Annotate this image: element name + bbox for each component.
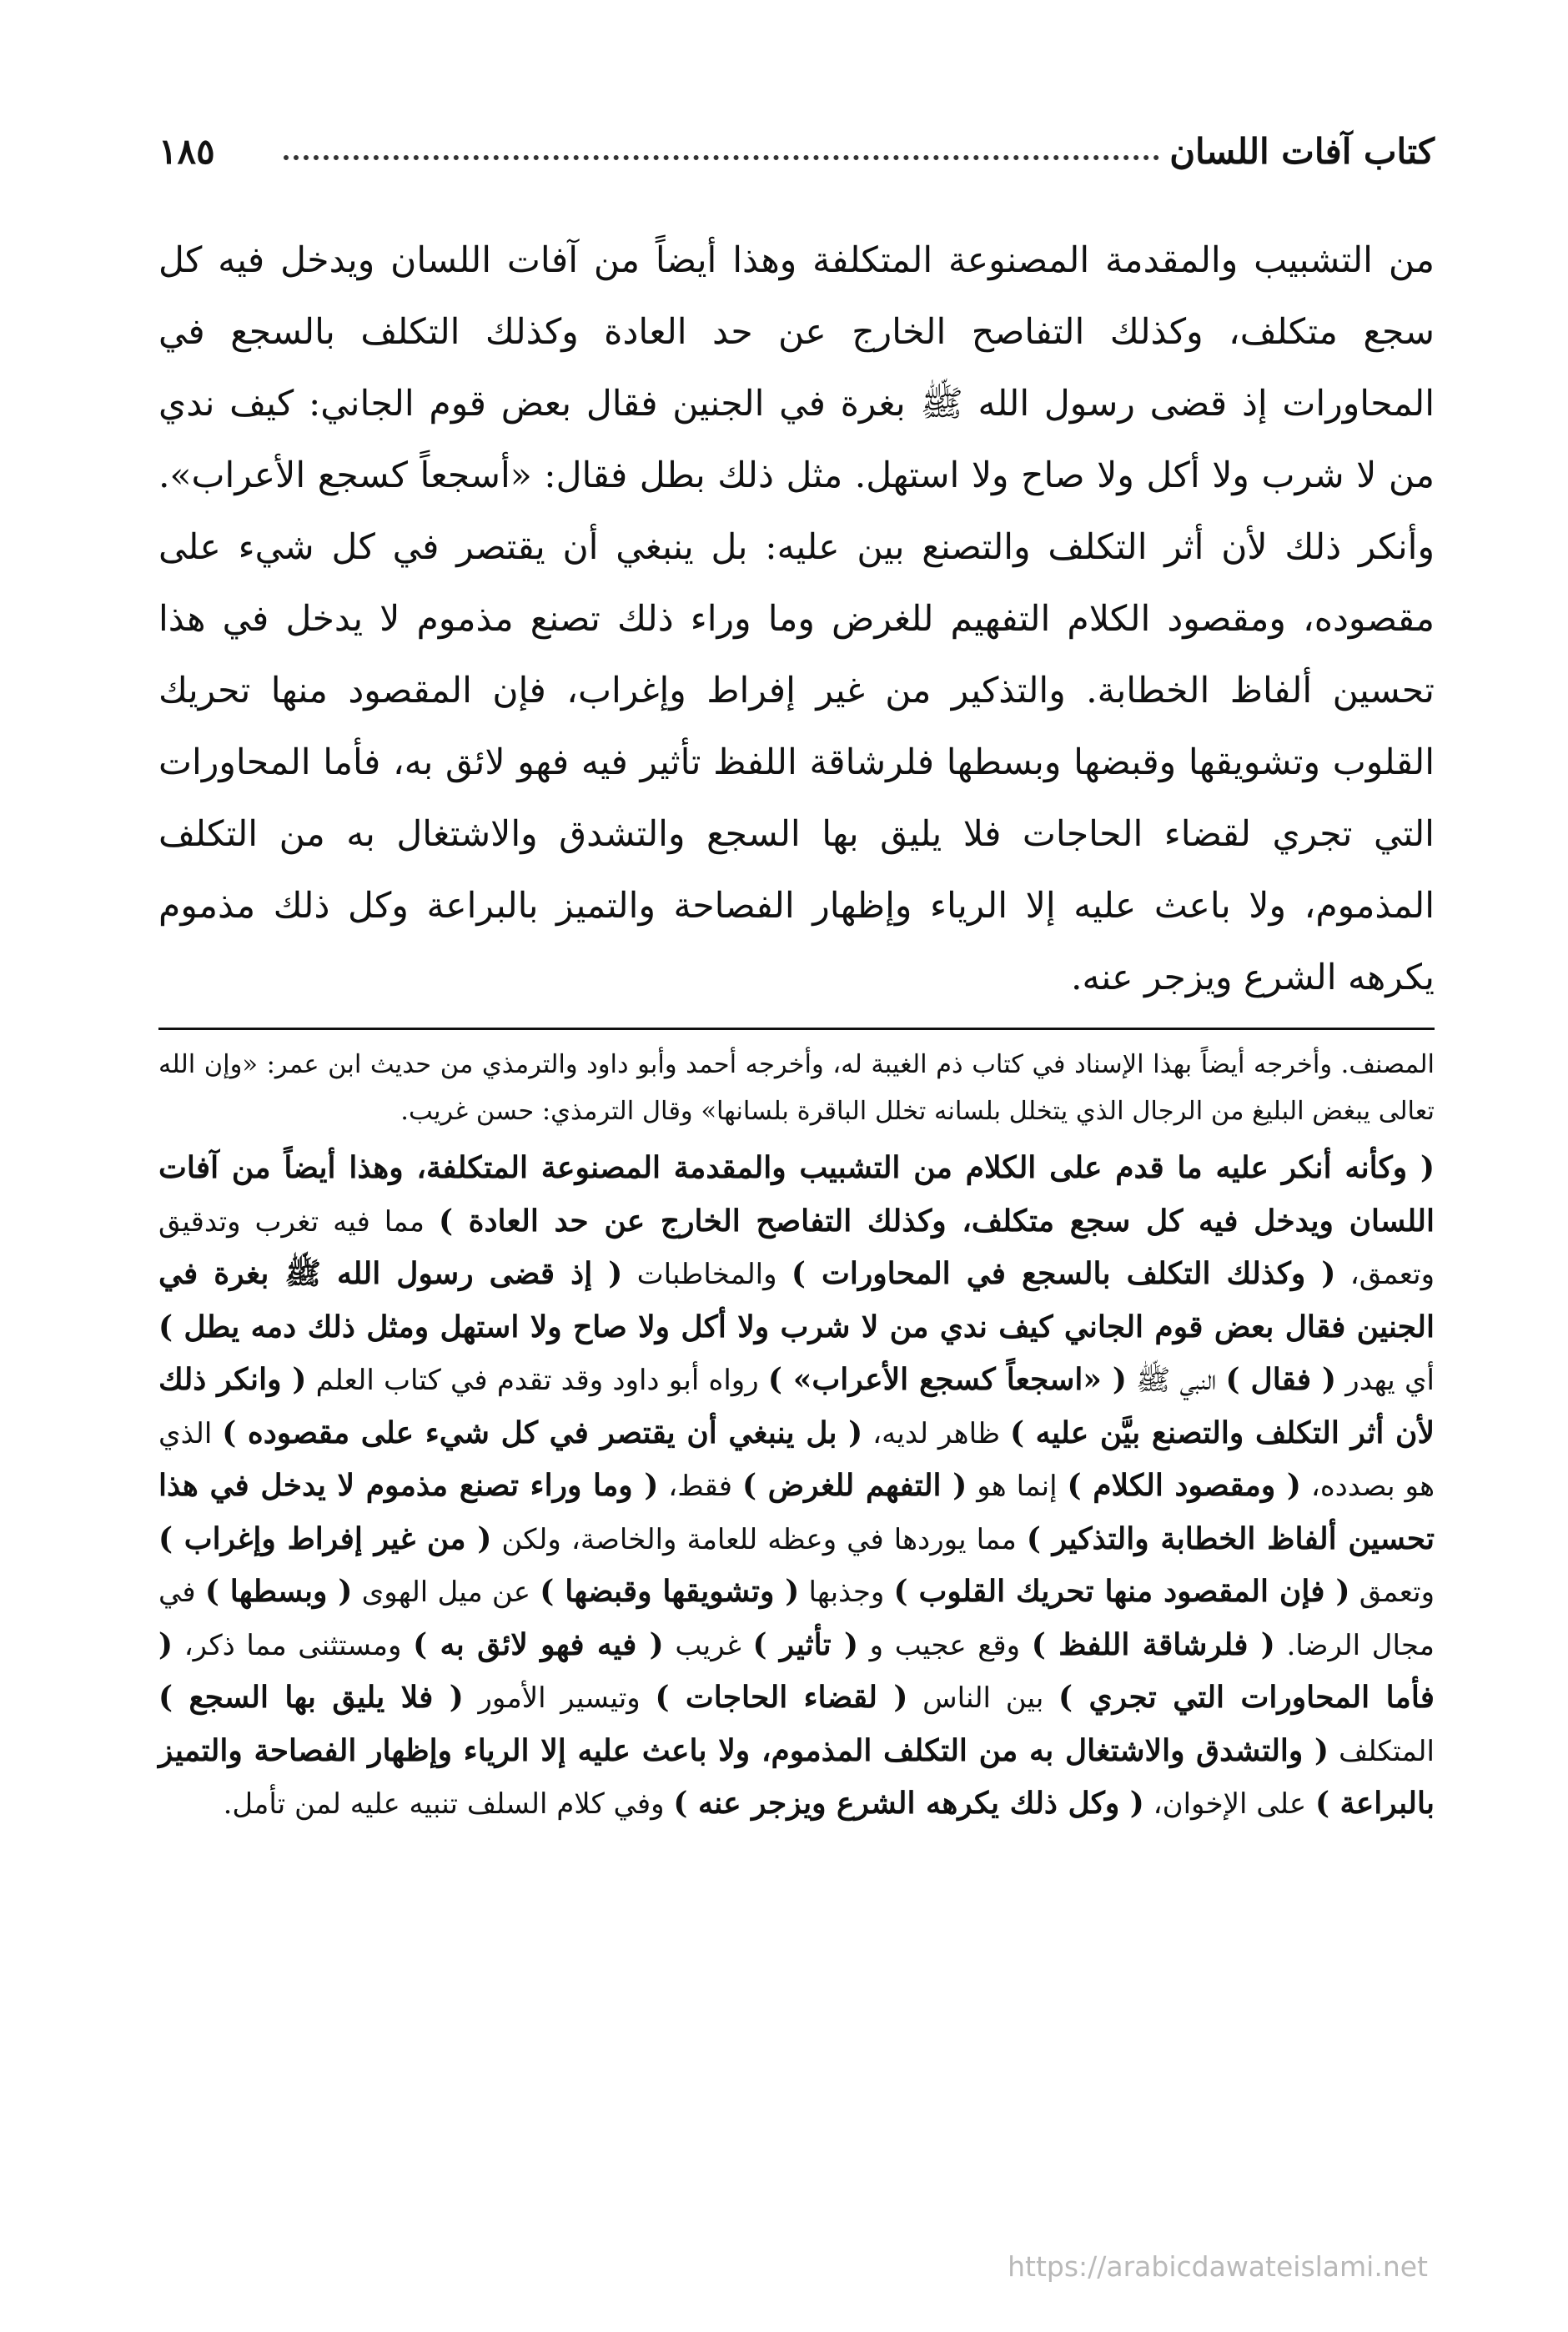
quoted-text-segment: ( وما وراء تصنع مذموم لا يدخل في هذا تحسين ألفاظ الخطابة والتذكير ) bbox=[158, 1468, 1435, 1556]
watermark-url: https://arabicdawateislami.net bbox=[1008, 2250, 1428, 2283]
explanation-segment: غريب bbox=[663, 1628, 753, 1662]
main-paragraph: من التشبيب والمقدمة المصنوعة المتكلفة وهذا أيضاً من آفات اللسان ويدخل فيه كل سجع متكلف، وكذلك التفاصح الخارج عن حد العادة وكذلك التكلف بالسجع في المحاورات إذ قضى رسول الله ﷺ بغرة في الجنين فقال بعض قوم الجاني: كيف ندي من لا شرب ولا أكل ولا صاح ولا استهل. مثل ذلك بطل فقال: «أسجعاً كسجع الأعراب». وأنكر ذلك لأن أثر التكلف والتصنع بين عليه: بل ينبغي أن يقتصر في كل شيء على مقصوده، ومقصود الكلام التفهيم للغرض وما وراء ذلك تصنع مذموم لا يدخل في هذا تحسين ألفاظ الخطابة. والتذكير من غير إفراط وإغراب، فإن المقصود منها تحريك القلوب وتشويقها وقبضها وبسطها فلرشاقة اللفظ تأثير فيه فهو لائق به، فأما المحاورات التي تجري لقضاء الحاجات فلا يليق بها السجع والتشدق والاشتغال به من التكلف المذموم، ولا باعث عليه إلا الرياء وإظهار الفصاحة والتميز بالبراعة وكل ذلك مذموم يكرهه الشرع ويزجر عنه. bbox=[158, 240, 1435, 998]
explanation-segment: وتعمق bbox=[1349, 1576, 1435, 1609]
quoted-text-segment: ( إذ قضى رسول الله ﷺ بغرة في الجنين فقال بعض قوم الجاني كيف ندي من لا شرب ولا أكل ولا صاح ولا استهل ومثل ذلك دمه يطل ) bbox=[158, 1256, 1435, 1344]
main-text bbox=[158, 225, 1435, 1014]
quoted-text-segment: ( بل ينبغي أن يقتصر في كل شيء على مقصوده ) bbox=[222, 1415, 863, 1450]
footnote bbox=[158, 1042, 1435, 1135]
page-number: ١٨٥ bbox=[158, 131, 215, 172]
explanation-segment: ومستثنى مما ذكر، bbox=[173, 1628, 414, 1662]
quoted-text-segment: ( وبسطها ) bbox=[204, 1574, 353, 1609]
explanation-segment: على الإخوان، bbox=[1143, 1787, 1315, 1821]
quoted-text-segment: ( وكأنه أنكر عليه ما قدم على الكلام من التشبيب والمقدمة المصنوعة المتكلفة، وهذا أيضاً من آفات اللسان ويدخل فيه كل سجع متكلف، وكذلك التفاصح الخارج عن حد العادة ) bbox=[158, 1150, 1435, 1239]
quoted-text-segment: ( فلرشاقة اللفظ ) bbox=[1031, 1626, 1275, 1662]
explanation-segment: وتيسير الأمور bbox=[463, 1681, 656, 1715]
explanation-segment: مما فيه تغرب وتدقيق وتعمق، bbox=[158, 1204, 1435, 1291]
quoted-text-segment: ( «اسجعاً كسجع الأعراب» ) bbox=[767, 1362, 1127, 1397]
footnote-text: المصنف. وأخرجه أيضاً بهذا الإسناد في كتاب ذم الغيبة له، وأخرجه أحمد وأبو داود والترمذي من حديث ابن عمر: «وإن الله تعالى يبغض البليغ من الرجال الذي يتخلل بلسانه تخلل الباقرة بلسانها» وقال الترمذي: حسن غريب. bbox=[158, 1050, 1435, 1126]
commentary bbox=[158, 1142, 1435, 1831]
explanation-segment: في مجال الرضا. bbox=[158, 1576, 1435, 1662]
quoted-text-segment: ( ومقصود الكلام ) bbox=[1067, 1468, 1301, 1503]
explanation-segment: بين الناس bbox=[907, 1681, 1059, 1715]
explanation-segment: رواه أبو داود وقد تقدم في كتاب العلم bbox=[306, 1364, 768, 1397]
explanation-segment: أي يهدر bbox=[1336, 1364, 1435, 1397]
quoted-text-segment: ( وكل ذلك يكرهه الشرع ويزجر عنه ) bbox=[673, 1786, 1144, 1821]
explanation-segment: الذي هو بصدده، bbox=[158, 1416, 1435, 1503]
explanation-segment: إنما هو bbox=[967, 1470, 1068, 1503]
explanation-segment: والمخاطبات bbox=[622, 1258, 792, 1291]
quoted-text-segment: ( وتشويقها وقبضها ) bbox=[540, 1574, 800, 1609]
quoted-text-segment: ( فقال ) bbox=[1225, 1362, 1337, 1397]
explanation-segment: وفي كلام السلف تنبيه عليه لمن تأمل. bbox=[223, 1787, 674, 1821]
explanation-segment: النبي ﷺ bbox=[1126, 1364, 1226, 1397]
header-dotted-leader bbox=[284, 155, 1159, 160]
book-page bbox=[158, 125, 1435, 1831]
quoted-text-segment: ( تأثير ) bbox=[752, 1626, 859, 1662]
explanation-segment: ظاهر لديه، bbox=[862, 1416, 1010, 1450]
quoted-text-segment: ( وكذلك التكلف بالسجع في المحاورات ) bbox=[791, 1256, 1336, 1291]
quoted-text-segment: ( التفهم للغرض ) bbox=[741, 1468, 967, 1503]
running-title: كتاب آفات اللسان bbox=[1169, 131, 1435, 172]
quoted-text-segment: ( وانكر ذلك لأن أثر التكلف والتصنع بيَّن عليه ) bbox=[158, 1362, 1435, 1450]
quoted-text-segment: ( من غير إفراط وإغراب ) bbox=[158, 1520, 492, 1556]
explanation-segment: وجذبها bbox=[799, 1576, 894, 1609]
quoted-text-segment: ( والتشدق والاشتغال به من التكلف المذموم، ولا باعث عليه إلا الرياء وإظهار الفصاحة والتميز بالبراعة ) bbox=[158, 1732, 1435, 1821]
commentary-paragraph bbox=[158, 1142, 1435, 1831]
explanation-segment: وقع عجيب و bbox=[858, 1628, 1032, 1662]
explanation-segment: عن ميل الهوى bbox=[352, 1576, 540, 1609]
explanation-segment: المتكلف bbox=[1329, 1734, 1435, 1768]
quoted-text-segment: ( فأما المحاورات التي تجري ) bbox=[158, 1626, 1435, 1715]
page-header bbox=[158, 125, 1435, 192]
footnote-divider bbox=[158, 1028, 1435, 1030]
quoted-text-segment: ( فيه فهو لائق به ) bbox=[413, 1626, 664, 1662]
quoted-text-segment: ( لقضاء الحاجات ) bbox=[655, 1680, 908, 1715]
explanation-segment: مما يوردها في وعظه للعامة والخاصة، ولكن bbox=[491, 1522, 1027, 1556]
explanation-segment: فقط، bbox=[658, 1470, 742, 1503]
quoted-text-segment: ( فلا يليق بها السجع ) bbox=[158, 1680, 464, 1715]
quoted-text-segment: ( فإن المقصود منها تحريك القلوب ) bbox=[893, 1574, 1350, 1609]
